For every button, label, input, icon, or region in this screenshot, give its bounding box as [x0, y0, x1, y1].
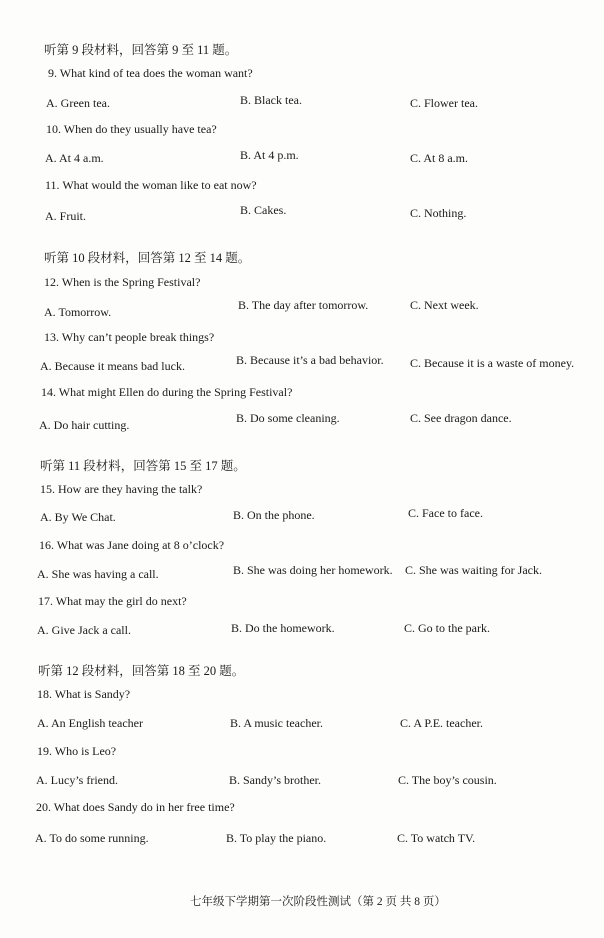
option-c: C. She was waiting for Jack.	[405, 563, 542, 577]
question: 12. When is the Spring Festival?	[44, 275, 201, 289]
option-a: A. To do some running.	[35, 831, 149, 845]
option-b: B. Do some cleaning.	[236, 411, 340, 425]
option-b: B. Black tea.	[240, 93, 302, 107]
option-b: B. At 4 p.m.	[240, 148, 299, 162]
option-b: B. She was doing her homework.	[233, 563, 393, 577]
option-b: B. The day after tomorrow.	[238, 298, 369, 312]
option-c: C. To watch TV.	[397, 831, 476, 845]
question: 18. What is Sandy?	[37, 687, 131, 701]
option-a: A. Tomorrow.	[44, 305, 112, 319]
option-c: C. Nothing.	[410, 206, 467, 220]
option-b: B. Do the homework.	[231, 621, 335, 635]
option-c: C. Flower tea.	[410, 96, 478, 110]
option-c: C. Next week.	[410, 298, 479, 312]
option-a: A. Fruit.	[45, 209, 87, 223]
option-b: B. Because it’s a bad behavior.	[236, 353, 384, 367]
option-c: C. See dragon dance.	[410, 411, 512, 425]
section-title: 听第 12 段材料，回答第 18 至 20 题。	[38, 664, 245, 678]
question: 11. What would the woman like to eat now?	[45, 178, 257, 192]
option-a: A. Because it means bad luck.	[40, 359, 185, 373]
option-a: A. An English teacher	[37, 716, 143, 730]
question: 15. How are they having the talk?	[40, 482, 203, 496]
option-a: A. At 4 a.m.	[45, 151, 104, 165]
option-c: C. Go to the park.	[404, 621, 490, 635]
question: 17. What may the girl do next?	[38, 594, 187, 608]
option-a: A. Green tea.	[46, 96, 110, 110]
option-a: A. Do hair cutting.	[39, 418, 130, 432]
option-b: B. A music teacher.	[230, 716, 323, 730]
option-c: C. A P.E. teacher.	[400, 716, 483, 730]
question: 14. What might Ellen do during the Spring Festival?	[41, 385, 293, 399]
option-c: C. Face to face.	[408, 506, 483, 520]
section-title: 听第 9 段材料，回答第 9 至 11 题。	[44, 43, 238, 57]
option-c: C. The boy’s cousin.	[398, 773, 497, 787]
section-title: 听第 10 段材料，回答第 12 至 14 题。	[44, 251, 251, 265]
option-c: C. Because it is a waste of money.	[410, 356, 575, 370]
question: 16. What was Jane doing at 8 o’clock?	[39, 538, 225, 552]
section-title: 听第 11 段材料，回答第 15 至 17 题。	[40, 459, 246, 473]
option-b: B. Cakes.	[240, 203, 287, 217]
option-b: B. On the phone.	[233, 508, 315, 522]
option-a: A. By We Chat.	[40, 510, 116, 524]
question: 19. Who is Leo?	[37, 744, 117, 758]
option-b: B. To play the piano.	[226, 831, 327, 845]
page-footer: 七年级下学期第一次阶段性测试（第 2 页 共 8 页）	[190, 896, 446, 908]
option-a: A. Give Jack a call.	[37, 623, 131, 637]
option-b: B. Sandy’s brother.	[229, 773, 321, 787]
question: 9. What kind of tea does the woman want?	[48, 66, 253, 80]
option-a: A. Lucy’s friend.	[36, 773, 118, 787]
question: 10. When do they usually have tea?	[46, 122, 217, 136]
option-a: A. She was having a call.	[37, 567, 159, 581]
question: 20. What does Sandy do in her free time?	[36, 800, 235, 814]
option-c: C. At 8 a.m.	[410, 151, 469, 165]
question: 13. Why can’t people break things?	[44, 330, 215, 344]
